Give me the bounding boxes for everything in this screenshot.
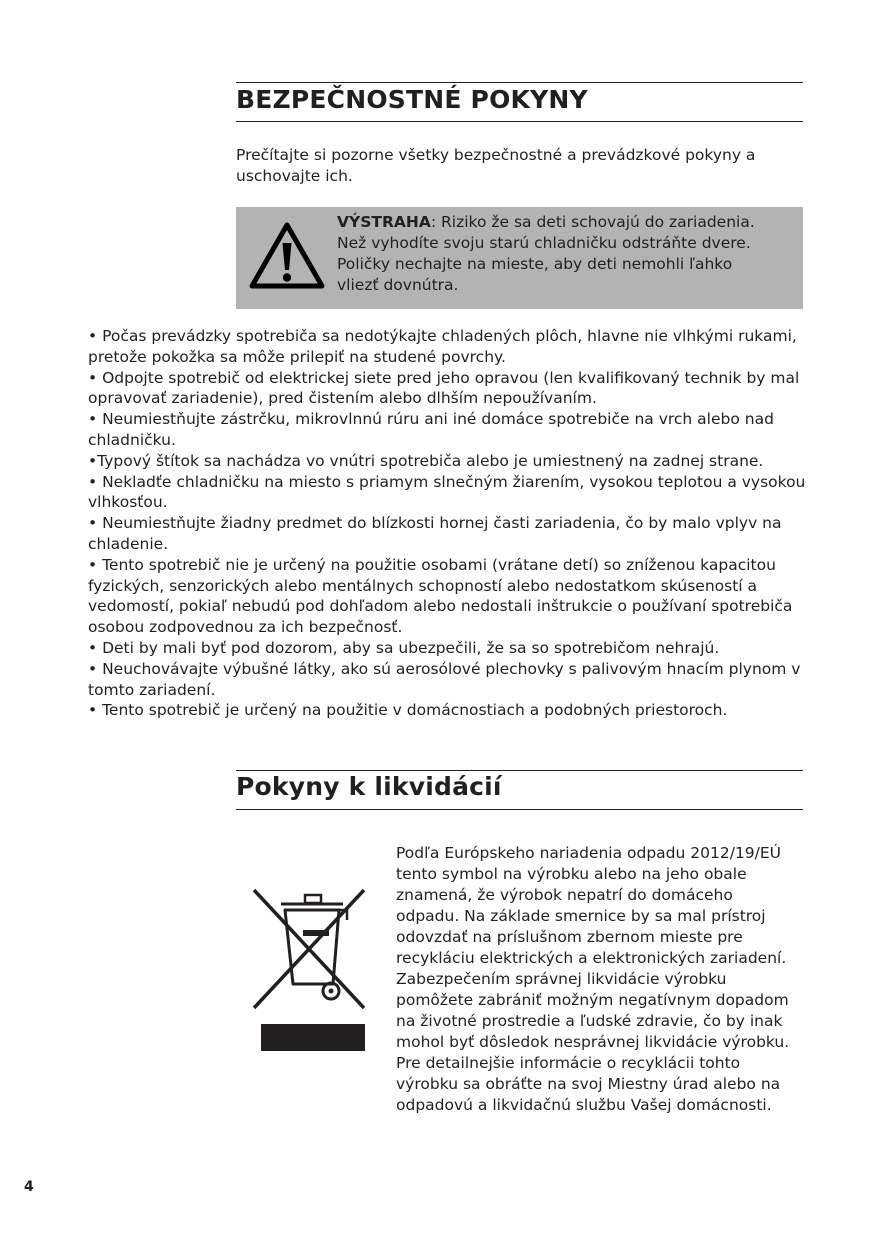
safety-bullet-list (88, 326, 812, 721)
list-item: • Nekladťe chladničku na miesto s priamym slnečným žiarením, vysokou teplotou a vysokou vlhkosťou. (88, 472, 806, 512)
list-item: • Tento spotrebič je určený na použitie v domácnostiach a podobných priestoroch. (88, 701, 728, 720)
list-item: • Tento spotrebič nie je určený na použitie osobami (vrátane detí) so zníženou kapacitou fyzických, senzorických alebo mentálnych schopností alebo nedostatkom skúseností a vedomostí, pokiaľ nebudú pod dohľadom alebo nedostali inštrukcie o používaní spotrebiča osobou zodpovednou za ich bezpečnosť. (88, 555, 793, 637)
list-item: •Typový štítok sa nachádza vo vnútri spotrebiča alebo je umiestnený na zadnej strane. (88, 451, 764, 470)
safety-intro: Prečítajte si pozorne všetky bezpečnostné a prevádzkové pokyny a uschovajte ich. (236, 146, 756, 185)
crossed-out-wheelie-bin-icon (251, 880, 369, 1054)
warning-triangle-icon (247, 219, 327, 291)
warning-text (337, 212, 767, 296)
safety-heading: BEZPEČNOSTNÉ POKYNY (236, 85, 588, 114)
disposal-text: Podľa Európskeho nariadenia odpadu 2012/19/EÚ tento symbol na výrobku alebo na jeho obale znamená, že výrobok nepatrí do domáceho odpadu. Na základe smernice by sa mal prístroj odovzdať na príslušnom zbernom mieste pre recykláciu elektrických a elektronických zariadení. Zabezpečením správnej likvidácie výrobku pomôžete zabrániť možným negatívnym dopadom na životné prostredie a ľudské zdravie, čo by inak mohol byť dôsledok nesprávnej likvidácie výrobku. Pre detailnejšie informácie o recyklácii tohto výrobku sa obráťte na svoj Miestny úrad alebo na odpadovú a likvidačnú službu Vašej domácnosti. (396, 844, 790, 1114)
list-item: • Neumiestňujte žiadny predmet do blízkosti hornej časti zariadenia, čo by malo vplyv na chladenie. (88, 514, 782, 553)
disposal-heading-bottom-rule (236, 809, 803, 810)
list-item: • Neuchovávajte výbušné látky, ako sú aerosólové plechovky s palivovým hnacím plynom v tomto zariadení. (88, 659, 801, 699)
page-number: 4 (24, 1179, 34, 1195)
list-item: • Počas prevádzky spotrebiča sa nedotýkajte chladených plôch, hlavne nie vlhkými rukami, pretože pokožka sa môže prilepiť na studené povrchy. (88, 327, 797, 366)
heading-top-rule (236, 82, 803, 83)
list-item: • Odpojte spotrebič od elektrickej siete pred jeho opravou (len kvalifikovaný technik by mal opravovať zariadenie), pred čistením alebo dlhším nepoužívaním. (88, 368, 800, 408)
list-item: • Deti by mali byť pod dozorom, aby sa ubezpečili, že sa so spotrebičom nehrajú. (88, 638, 720, 657)
warning-label: VÝSTRAHA (337, 213, 431, 231)
heading-bottom-rule (236, 121, 803, 122)
warning-body: : Riziko že sa deti schovajú do zariadenia. Než vyhodíte svoju starú chladničku odstráňte dvere. Poličky nechajte na mieste, aby deti nemohli ľahko vliezť dovnútra. (337, 213, 755, 294)
disposal-heading-top-rule (236, 770, 803, 771)
disposal-heading: Pokyny k likvidácií (236, 772, 502, 801)
list-item: • Neumiestňujte zástrčku, mikrovlnnú rúru ani iné domáce spotrebiče na vrch alebo nad chladničku. (88, 410, 774, 449)
warning-box (236, 207, 803, 309)
